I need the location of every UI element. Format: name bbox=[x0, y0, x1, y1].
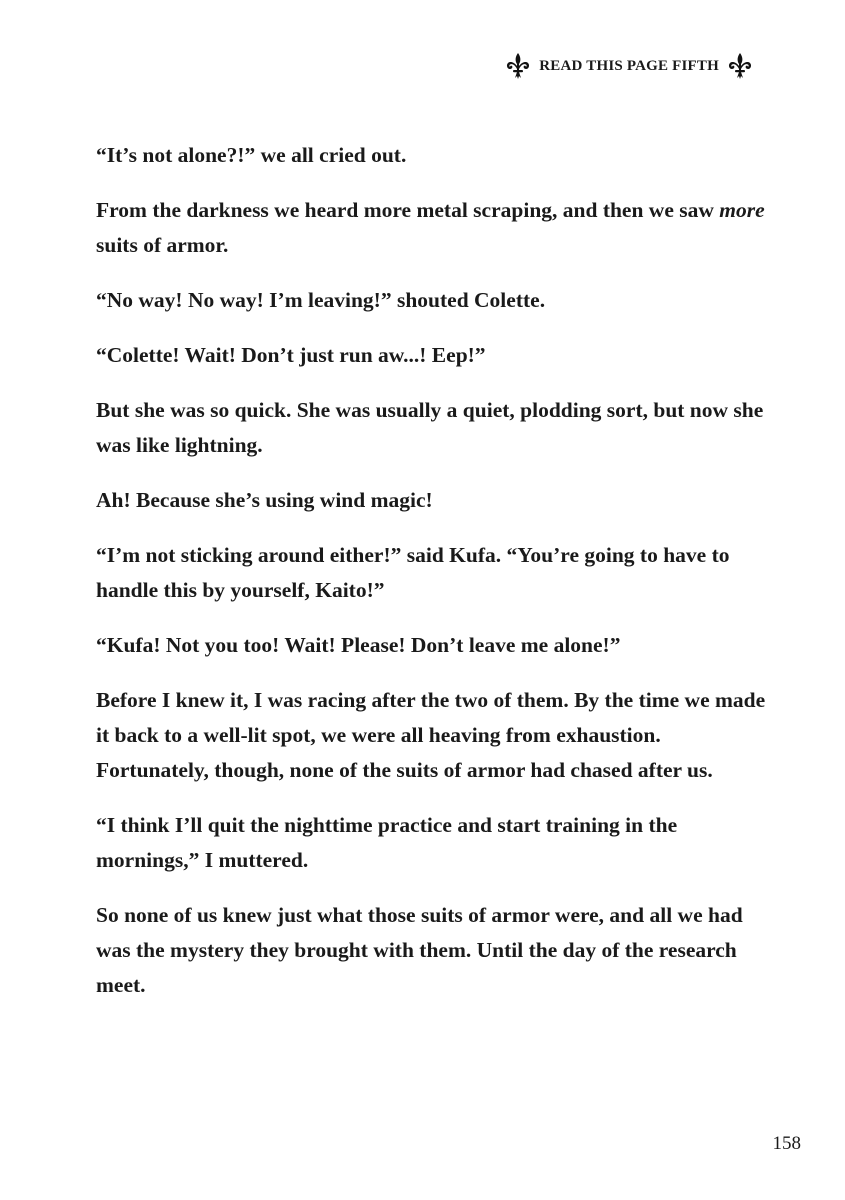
header-label: READ THIS PAGE FIFTH bbox=[539, 57, 719, 74]
emphasis-word: more bbox=[719, 198, 765, 222]
page-header bbox=[505, 52, 753, 80]
fleur-de-lis-icon bbox=[505, 52, 531, 80]
paragraph: “I think I’ll quit the nighttime practice and start training in the mornings,” I muttered. bbox=[96, 813, 678, 872]
story-text bbox=[96, 138, 766, 1023]
paragraph-text: From the darkness we heard more metal scraping, and then we saw bbox=[96, 198, 720, 222]
paragraph: But she was so quick. She was usually a quiet, plodding sort, but now she was like lightning. bbox=[96, 398, 764, 457]
paragraph: “It’s not alone?!” we all cried out. bbox=[96, 143, 407, 167]
fleur-de-lis-icon bbox=[727, 52, 753, 80]
paragraph-text: suits of armor. bbox=[96, 233, 229, 257]
paragraph: “Kufa! Not you too! Wait! Please! Don’t leave me alone!” bbox=[96, 633, 621, 657]
paragraph: Ah! Because she’s using wind magic! bbox=[96, 488, 433, 512]
page-number: 158 bbox=[772, 1133, 801, 1154]
paragraph bbox=[96, 193, 766, 263]
paragraph: “Colette! Wait! Don’t just run aw...! Eep!” bbox=[96, 343, 486, 367]
paragraph: Before I knew it, I was racing after the two of them. By the time we made it back to a well-lit spot, we were all heaving from exhaustion. Fortunately, though, none of the suits of armor had chased after us. bbox=[96, 688, 766, 782]
paragraph: “I’m not sticking around either!” said Kufa. “You’re going to have to handle this by yourself, Kaito!” bbox=[96, 543, 730, 602]
paragraph: So none of us knew just what those suits of armor were, and all we had was the mystery they brought with them. Until the day of the research meet. bbox=[96, 903, 743, 997]
paragraph: “No way! No way! I’m leaving!” shouted Colette. bbox=[96, 288, 546, 312]
